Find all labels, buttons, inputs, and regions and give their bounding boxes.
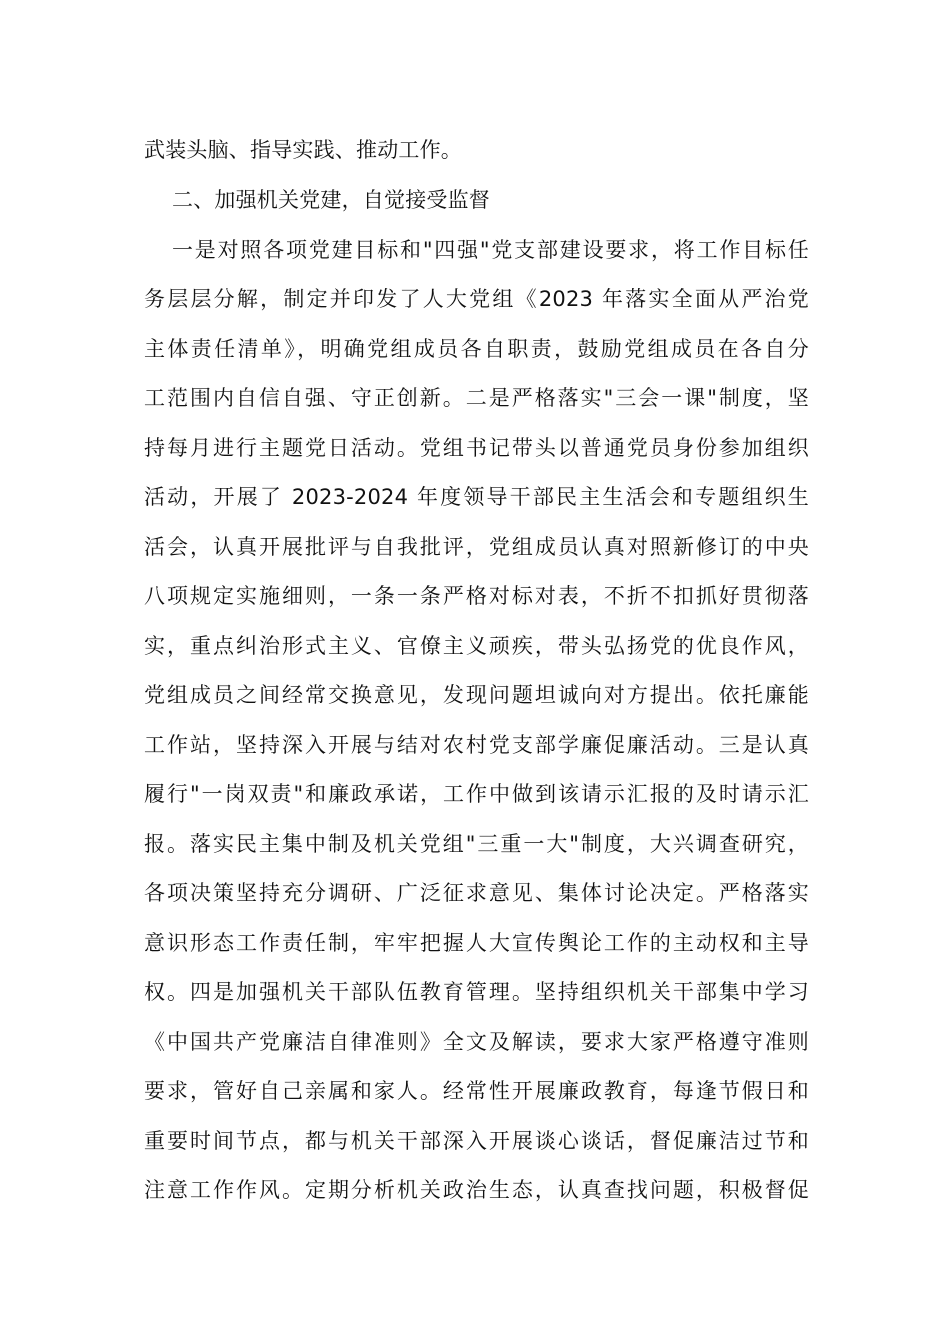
text-line: 实，重点纠治形式主义、官僚主义顽疾，带头弘扬党的优良作风， [144,634,809,658]
text-line: 工范围内自信自强、守正创新。二是严格落实"三会一课"制度，坚 [144,386,809,410]
text-line: 报。落实民主集中制及机关党组"三重一大"制度，大兴调查研究， [144,832,809,856]
text-line: 党组成员之间经常交换意见，发现问题坦诚向对方提出。依托廉能 [144,683,809,707]
text-line: 履行"一岗双责"和廉政承诺，工作中做到该请示汇报的及时请示汇 [144,782,809,806]
text-line: 权。四是加强机关干部队伍教育管理。坚持组织机关干部集中学习 [144,980,809,1004]
text-line: 各项决策坚持充分调研、广泛征求意见、集体讨论决定。严格落实 [144,881,809,905]
text-line: 持每月进行主题党日活动。党组书记带头以普通党员身份参加组织 [144,436,809,460]
text-line: 工作站，坚持深入开展与结对农村党支部学廉促廉活动。三是认真 [144,733,809,757]
text-line: 意识形态工作责任制，牢牢把握人大宣传舆论工作的主动权和主导 [144,931,809,955]
text-line: 务层层分解，制定并印发了人大党组《2023 年落实全面从严治党 [144,287,809,311]
section-heading: 二、加强机关党建，自觉接受监督 [172,188,490,212]
text-line: 武装头脑、指导实践、推动工作。 [144,138,462,162]
text-line: 重要时间节点，都与机关干部深入开展谈心谈话，督促廉洁过节和 [144,1129,809,1153]
text-line: 活动，开展了 2023-2024 年度领导干部民主生活会和专题组织生 [144,485,809,509]
text-line: 活会，认真开展批评与自我批评，党组成员认真对照新修订的中央 [144,535,809,559]
text-line: 要求，管好自己亲属和家人。经常性开展廉政教育，每逢节假日和 [144,1079,809,1103]
text-line: 一是对照各项党建目标和"四强"党支部建设要求，将工作目标任 [172,238,809,262]
text-line: 八项规定实施细则，一条一条严格对标对表，不折不扣抓好贯彻落 [144,584,809,608]
text-line: 主体责任清单》，明确党组成员各自职责，鼓励党组成员在各自分 [144,337,809,361]
text-line: 《中国共产党廉洁自律准则》全文及解读，要求大家严格遵守准则 [144,1030,809,1054]
text-line: 注意工作作风。定期分析机关政治生态，认真查找问题，积极督促 [144,1178,809,1202]
